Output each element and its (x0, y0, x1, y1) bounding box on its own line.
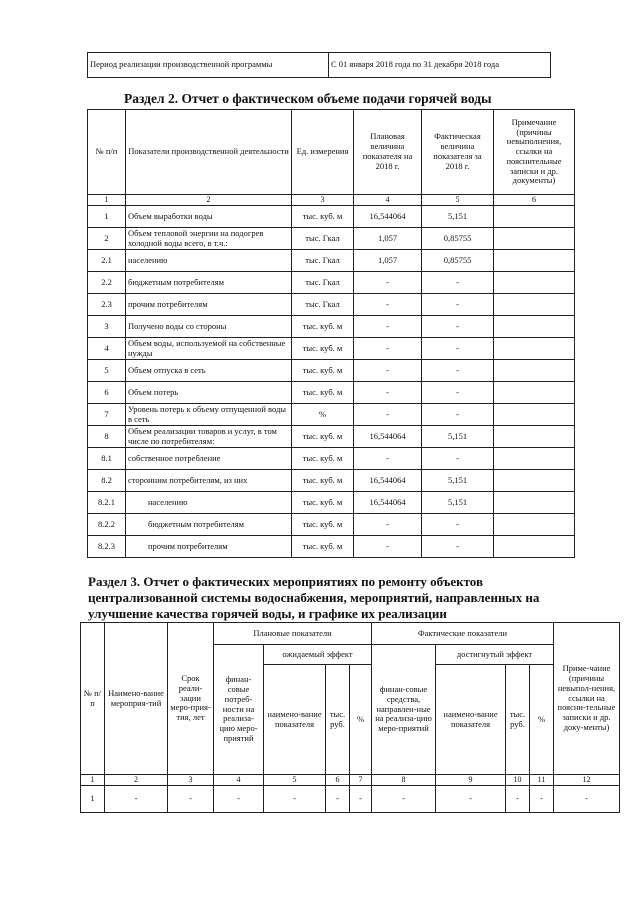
row-num: 4 (88, 338, 126, 360)
row-note (494, 272, 575, 294)
row-note (494, 228, 575, 250)
table-row (88, 206, 575, 228)
row-num: 6 (88, 382, 126, 404)
row-indicator: Объем воды, используемой на собственные нужды (126, 338, 292, 360)
colnum: 1 (81, 775, 105, 786)
row-plan: - (354, 272, 422, 294)
row-plan: 1,057 (354, 250, 422, 272)
row-num: 2.2 (88, 272, 126, 294)
row-fact: - (422, 294, 494, 316)
s3-header-name: Наимено-вание мероприя-тий (105, 623, 168, 775)
row-plan: - (354, 382, 422, 404)
colnum: 10 (506, 775, 530, 786)
row-cell: - (105, 786, 168, 813)
table-row (88, 404, 575, 426)
row-fact: 5,151 (422, 492, 494, 514)
colnum: 12 (554, 775, 620, 786)
table-row (88, 228, 575, 250)
colnum: 9 (436, 775, 506, 786)
s3-header-fact-fin: финан-совые средства, направлен-ные на реализа-цию меро-приятий (372, 645, 436, 775)
row-cell: - (554, 786, 620, 813)
colnum: 1 (88, 195, 126, 206)
colnum: 4 (214, 775, 264, 786)
table-row (88, 514, 575, 536)
row-plan: - (354, 338, 422, 360)
section2-table (87, 109, 575, 558)
row-num: 1 (88, 206, 126, 228)
table-row (88, 470, 575, 492)
section2-body (88, 206, 575, 558)
colnum: 5 (422, 195, 494, 206)
row-note (494, 404, 575, 426)
s3-header-plan-fin: финан-совые потреб-ности на реализа-цию меро-приятий (214, 645, 264, 775)
row-indicator: бюджетным потребителям (126, 272, 292, 294)
row-num: 2.3 (88, 294, 126, 316)
row-indicator: Получено воды со стороны (126, 316, 292, 338)
section2-colnum-row (88, 195, 575, 206)
table-row (88, 536, 575, 558)
row-num: 5 (88, 360, 126, 382)
row-unit: тыс. куб. м (292, 338, 354, 360)
row-plan: - (354, 448, 422, 470)
row-unit: тыс. Гкал (292, 272, 354, 294)
s3-header-term: Срок реали-зации меро-прия-тия, лет (168, 623, 214, 775)
row-fact: - (422, 382, 494, 404)
colnum: 6 (494, 195, 575, 206)
header-plan: Плановая величина показателя на 2018 г. (354, 110, 422, 195)
row-fact: 5,151 (422, 426, 494, 448)
row-plan: 16,544064 (354, 206, 422, 228)
row-num: 2 (88, 228, 126, 250)
table-row (88, 492, 575, 514)
row-plan: - (354, 294, 422, 316)
row-cell: - (436, 786, 506, 813)
s3-header-note: Приме-чание (причины невыпол-нения, ссылки на поясни-тельные записки и др. доку-менты) (554, 623, 620, 775)
s3-header-plan-ind-name: наимено-вание показателя (264, 665, 326, 775)
row-indicator: Объем потерь (126, 382, 292, 404)
row-cell: - (506, 786, 530, 813)
row-fact: - (422, 316, 494, 338)
row-num: 8.2.3 (88, 536, 126, 558)
s3-header-plan-pct: % (350, 665, 372, 775)
row-note (494, 492, 575, 514)
row-plan: 16,544064 (354, 470, 422, 492)
row-note (494, 470, 575, 492)
row-indicator: бюджетным потребителям (126, 514, 292, 536)
colnum: 6 (326, 775, 350, 786)
table-row (88, 448, 575, 470)
s3-header-expected-effect: ожидаемый эффект (264, 645, 372, 665)
row-fact: - (422, 338, 494, 360)
row-indicator: собственное потребление (126, 448, 292, 470)
header-unit: Ед. измерения (292, 110, 354, 195)
header-note: Примечание (причины невыполнения, ссылки на пояснительные записки и др. документы) (494, 110, 575, 195)
section3-title (88, 574, 576, 622)
row-fact: 5,151 (422, 206, 494, 228)
row-num: 8.2.2 (88, 514, 126, 536)
row-unit: тыс. куб. м (292, 206, 354, 228)
row-note (494, 360, 575, 382)
section3-data-row (81, 786, 620, 813)
row-unit: тыс. Гкал (292, 250, 354, 272)
table-row (88, 338, 575, 360)
period-value: С 01 января 2018 года по 31 декабря 2018 года (329, 53, 551, 78)
table-row (88, 426, 575, 448)
row-plan: 16,544064 (354, 492, 422, 514)
row-num: 8.1 (88, 448, 126, 470)
row-indicator: прочим потребителям (126, 294, 292, 316)
period-label: Период реализации производственной программы (88, 53, 329, 78)
row-cell: - (326, 786, 350, 813)
table-row (88, 382, 575, 404)
colnum: 3 (168, 775, 214, 786)
row-cell: - (168, 786, 214, 813)
row-fact: - (422, 272, 494, 294)
row-indicator: Объем выработки воды (126, 206, 292, 228)
row-note (494, 316, 575, 338)
period-table (87, 52, 551, 78)
row-cell: 1 (81, 786, 105, 813)
table-row (88, 294, 575, 316)
row-num: 8 (88, 426, 126, 448)
row-cell: - (372, 786, 436, 813)
section3-colnum-row (81, 775, 620, 786)
table-row (88, 250, 575, 272)
s3-header-plan-group: Плановые показатели (214, 623, 372, 645)
row-indicator: Объем отпуска в сеть (126, 360, 292, 382)
s3-header-fact-ind-name: наимено-вание показателя (436, 665, 506, 775)
section3-title-line: улучшение качества горячей воды, и графике их реализации (88, 606, 447, 621)
s3-header-fact-rub: тыс. руб. (506, 665, 530, 775)
s3-header-achieved-effect: достигнутый эффект (436, 645, 554, 665)
row-note (494, 382, 575, 404)
table-row (88, 360, 575, 382)
row-unit: тыс. куб. м (292, 470, 354, 492)
colnum: 2 (105, 775, 168, 786)
row-note (494, 206, 575, 228)
s3-header-num: № п/п (81, 623, 105, 775)
row-plan: - (354, 536, 422, 558)
row-fact: 0,85755 (422, 228, 494, 250)
row-fact: - (422, 514, 494, 536)
colnum: 3 (292, 195, 354, 206)
row-unit: тыс. куб. м (292, 492, 354, 514)
row-unit: тыс. куб. м (292, 514, 354, 536)
row-unit: тыс. куб. м (292, 536, 354, 558)
row-unit: тыс. Гкал (292, 294, 354, 316)
section2-header-row (88, 110, 575, 195)
row-indicator: Объем реализации товаров и услуг, в том числе по потребителям: (126, 426, 292, 448)
row-indicator: Уровень потерь к объему отпущенной воды в сеть (126, 404, 292, 426)
header-fact: Фактическая величина показателя за 2018 г. (422, 110, 494, 195)
row-fact: - (422, 536, 494, 558)
row-plan: - (354, 316, 422, 338)
row-note (494, 514, 575, 536)
row-unit: тыс. куб. м (292, 360, 354, 382)
row-fact: 5,151 (422, 470, 494, 492)
row-cell: - (530, 786, 554, 813)
row-unit: % (292, 404, 354, 426)
row-plan: - (354, 360, 422, 382)
row-unit: тыс. куб. м (292, 316, 354, 338)
row-fact: - (422, 448, 494, 470)
row-indicator: сторонним потребителям, из них (126, 470, 292, 492)
s3-header-plan-rub: тыс. руб. (326, 665, 350, 775)
row-num: 2.1 (88, 250, 126, 272)
colnum: 2 (126, 195, 292, 206)
section3-title-line: Раздел 3. Отчет о фактических мероприятиях по ремонту объектов (88, 574, 483, 589)
table-row (88, 272, 575, 294)
row-note (494, 294, 575, 316)
section3-table (80, 622, 620, 813)
colnum: 4 (354, 195, 422, 206)
row-cell: - (264, 786, 326, 813)
row-cell: - (350, 786, 372, 813)
row-num: 8.2 (88, 470, 126, 492)
row-num: 8.2.1 (88, 492, 126, 514)
row-indicator: прочим потребителям (126, 536, 292, 558)
header-num: № п/п (88, 110, 126, 195)
row-unit: тыс. куб. м (292, 448, 354, 470)
row-indicator: Объем тепловой энергии на подогрев холодной воды всего, в т.ч.: (126, 228, 292, 250)
row-cell: - (214, 786, 264, 813)
row-note (494, 448, 575, 470)
header-indicator: Показатели производственной деятельности (126, 110, 292, 195)
row-note (494, 250, 575, 272)
row-unit: тыс. Гкал (292, 228, 354, 250)
s3-header-fact-group: Фактические показатели (372, 623, 554, 645)
colnum: 11 (530, 775, 554, 786)
row-fact: - (422, 404, 494, 426)
row-indicator: населению (126, 492, 292, 514)
s3-header-fact-pct: % (530, 665, 554, 775)
row-plan: - (354, 514, 422, 536)
row-note (494, 536, 575, 558)
row-unit: тыс. куб. м (292, 426, 354, 448)
section3-title-line: централизованной системы водоснабжения, мероприятий, направленных на (88, 590, 540, 605)
colnum: 8 (372, 775, 436, 786)
row-indicator: населению (126, 250, 292, 272)
row-num: 3 (88, 316, 126, 338)
row-unit: тыс. куб. м (292, 382, 354, 404)
section2-title: Раздел 2. Отчет о фактическом объеме подачи горячей воды (124, 91, 492, 106)
row-num: 7 (88, 404, 126, 426)
row-fact: 0,85755 (422, 250, 494, 272)
row-plan: 16,544064 (354, 426, 422, 448)
row-plan: 1,057 (354, 228, 422, 250)
colnum: 5 (264, 775, 326, 786)
row-fact: - (422, 360, 494, 382)
table-row (88, 316, 575, 338)
row-note (494, 338, 575, 360)
colnum: 7 (350, 775, 372, 786)
row-plan: - (354, 404, 422, 426)
row-note (494, 426, 575, 448)
